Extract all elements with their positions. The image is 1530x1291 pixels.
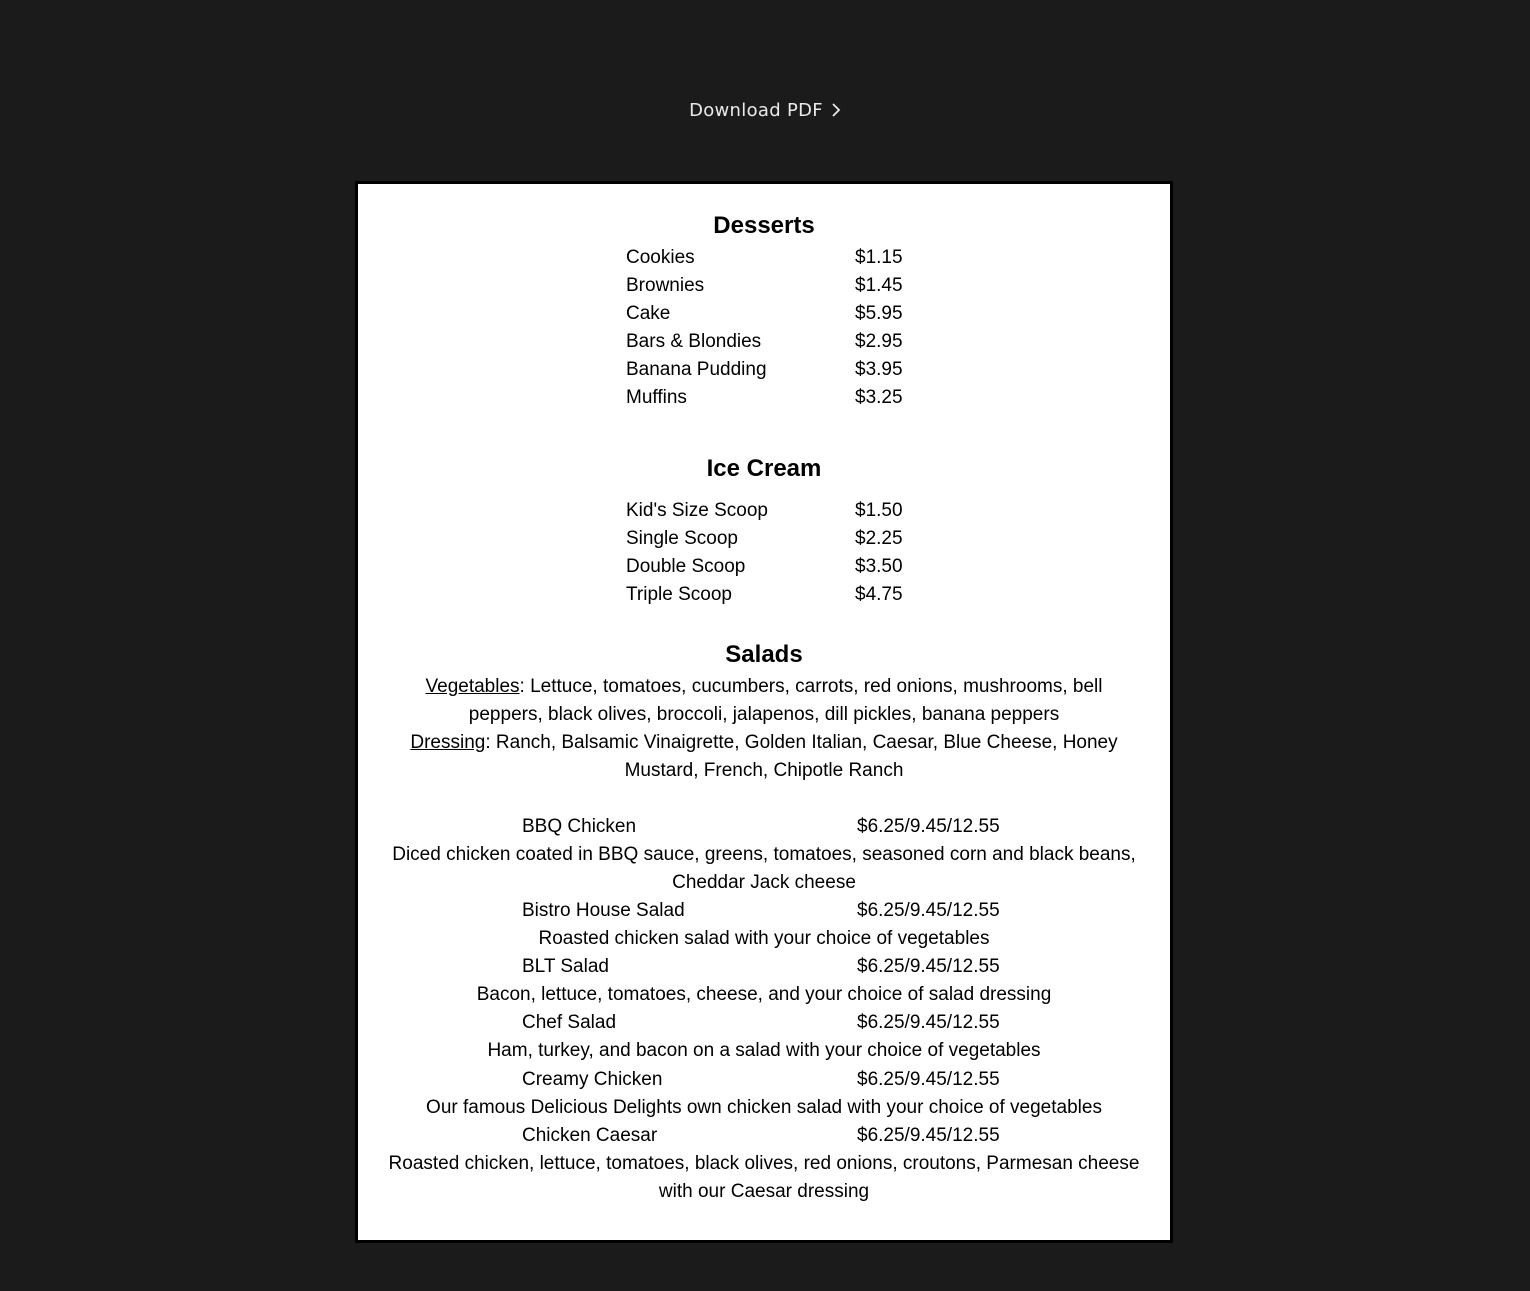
vegetables-line-2: peppers, black olives, broccoli, jalapenos, dill pickles, banana peppers (468, 704, 1060, 725)
salad-description: Ham, turkey, and bacon on a salad with your choice of vegetables (487, 1040, 1041, 1061)
download-pdf-label: Download PDF (689, 100, 823, 121)
dessert-item (626, 328, 926, 356)
ice-cream-item (626, 581, 926, 609)
dressing-label: Dressing (410, 732, 486, 753)
dessert-item (626, 384, 926, 412)
item-name: Chicken Caesar (522, 1125, 658, 1146)
vegetables-text: : Lettuce, tomatoes, cucumbers, carrots, red onions, mushrooms, bell (519, 676, 1103, 697)
item-name: Bistro House Salad (522, 900, 685, 921)
item-price: $6.25/9.45/12.55 (857, 1069, 1000, 1090)
item-name: Double Scoop (626, 556, 746, 577)
salad-description: Diced chicken coated in BBQ sauce, greens, tomatoes, seasoned corn and black beans, (392, 844, 1136, 865)
item-price: $4.75 (855, 584, 903, 605)
item-name: Banana Pudding (626, 359, 767, 380)
vegetables-line (378, 673, 1150, 701)
item-price: $1.45 (855, 275, 903, 296)
ice-cream-item (626, 497, 926, 525)
item-name: Brownies (626, 275, 705, 296)
item-name: Cake (626, 303, 671, 324)
menu-document (355, 181, 1173, 1243)
item-name: Triple Scoop (626, 584, 732, 605)
salad-item (522, 953, 1042, 981)
salad-description: with our Caesar dressing (658, 1181, 870, 1202)
item-price: $6.25/9.45/12.55 (857, 956, 1000, 977)
salad-description: Roasted chicken salad with your choice of vegetables (538, 928, 990, 949)
dessert-item (626, 272, 926, 300)
salad-item (522, 813, 1042, 841)
item-price: $6.25/9.45/12.55 (857, 1012, 1000, 1033)
item-price: $6.25/9.45/12.55 (857, 816, 1000, 837)
dessert-item (626, 244, 926, 272)
item-name: BLT Salad (522, 956, 609, 977)
salad-description: Bacon, lettuce, tomatoes, cheese, and your choice of salad dressing (476, 984, 1052, 1005)
item-price: $1.50 (855, 500, 903, 521)
dressing-line-2: Mustard, French, Chipotle Ranch (624, 760, 904, 781)
item-price: $2.95 (855, 331, 903, 352)
chevron-right-icon (831, 101, 841, 122)
item-price: $2.25 (855, 528, 903, 549)
salad-description: Cheddar Jack cheese (672, 872, 856, 893)
dressing-text: : Ranch, Balsamic Vinaigrette, Golden Italian, Caesar, Blue Cheese, Honey (485, 732, 1118, 753)
item-name: Bars & Blondies (626, 331, 762, 352)
item-price: $6.25/9.45/12.55 (857, 1125, 1000, 1146)
salad-item (522, 1009, 1042, 1037)
dessert-item (626, 300, 926, 328)
dessert-item (626, 356, 926, 384)
ice-cream-item (626, 525, 926, 553)
item-price: $5.95 (855, 303, 903, 324)
download-pdf-link[interactable] (0, 100, 1530, 122)
item-name: Cookies (626, 247, 695, 268)
item-name: Kid's Size Scoop (626, 500, 768, 521)
item-price: $3.95 (855, 359, 903, 380)
vegetables-label: Vegetables (425, 676, 520, 697)
item-name: Chef Salad (522, 1012, 617, 1033)
item-name: BBQ Chicken (522, 816, 637, 837)
item-price: $3.50 (855, 556, 903, 577)
item-name: Creamy Chicken (522, 1069, 663, 1090)
salad-item (522, 1066, 1042, 1094)
item-name: Muffins (626, 387, 687, 408)
ice-cream-item (626, 553, 926, 581)
salad-item (522, 1122, 1042, 1150)
item-price: $6.25/9.45/12.55 (857, 900, 1000, 921)
ice-cream-heading: Ice Cream (706, 455, 822, 482)
salad-description: Our famous Delicious Delights own chicken salad with your choice of vegetables (426, 1097, 1102, 1118)
salads-heading: Salads (725, 641, 803, 668)
item-price: $3.25 (855, 387, 903, 408)
salad-description: Roasted chicken, lettuce, tomatoes, black olives, red onions, croutons, Parmesan cheese (388, 1153, 1140, 1174)
desserts-heading: Desserts (713, 212, 815, 239)
item-name: Single Scoop (626, 528, 738, 549)
salad-item (522, 897, 1042, 925)
dressing-line (378, 729, 1150, 757)
item-price: $1.15 (855, 247, 903, 268)
